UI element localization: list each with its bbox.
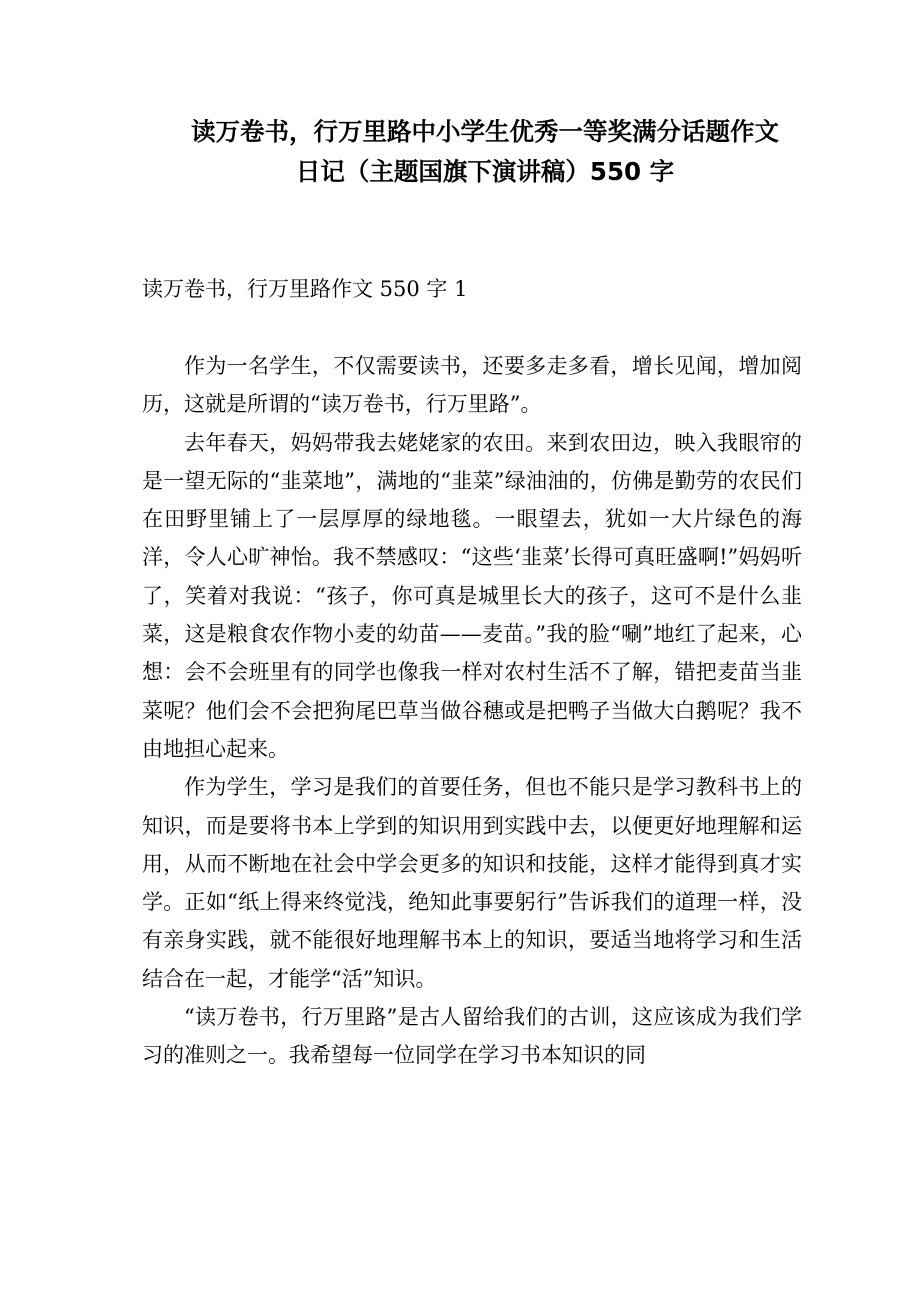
essay-body: [142, 347, 802, 1075]
paragraph: 作为学生，学习是我们的首要任务，但也不能只是学习教科书上的知识，而是要将书本上学到的知识用到实践中去，以便更好地理解和运用，从而不断地在社会中学会更多的知识和技能，这样才能得到真才实学。正如“纸上得来终觉浅，绝知此事要躬行”告诉我们的道理一样，没有亲身实践，就不能很好地理解书本上的知识，要适当地将学习和生活结合在一起，才能学“活”知识。: [142, 775, 802, 991]
paragraph: 作为一名学生，不仅需要读书，还要多走多看，增长见闻，增加阅历，这就是所谓的“读万卷书，行万里路”。: [142, 354, 802, 417]
title-line-2: 日记（主题国旗下演讲稿）550 字: [295, 157, 675, 186]
essay-subheading: 读万卷书，行万里路作文 550 字 1: [142, 277, 468, 301]
paragraph: “读万卷书，行万里路”是古人留给我们的古训，这应该成为我们学习的准则之一。我希望每一位同学在学习书本知识的同: [142, 1005, 802, 1068]
title-line-1: 读万卷书，行万里路中小学生优秀一等奖满分话题作文: [191, 117, 779, 146]
document-title: [120, 112, 850, 192]
paragraph: 去年春天，妈妈带我去姥姥家的农田。来到农田边，映入我眼帘的是一望无际的“韭菜地”，满地的“韭菜”绿油油的，仿佛是勤劳的农民们在田野里铺上了一层厚厚的绿地毯。一眼望去，犹如一大片绿色的海洋，令人心旷神怡。我不禁感叹：“这些‘韭菜’长得可真旺盛啊!”妈妈听了，笑着对我说：“孩子，你可真是城里长大的孩子，这可不是什么韭菜，这是粮食农作物小麦的幼苗——麦苗。”我的脸“唰”地红了起来，心想：会不会班里有的同学也像我一样对农村生活不了解，错把麦苗当韭菜呢？他们会不会把狗尾巴草当做谷穗或是把鸭子当做大白鹅呢？我不由地担心起来。: [142, 430, 802, 761]
